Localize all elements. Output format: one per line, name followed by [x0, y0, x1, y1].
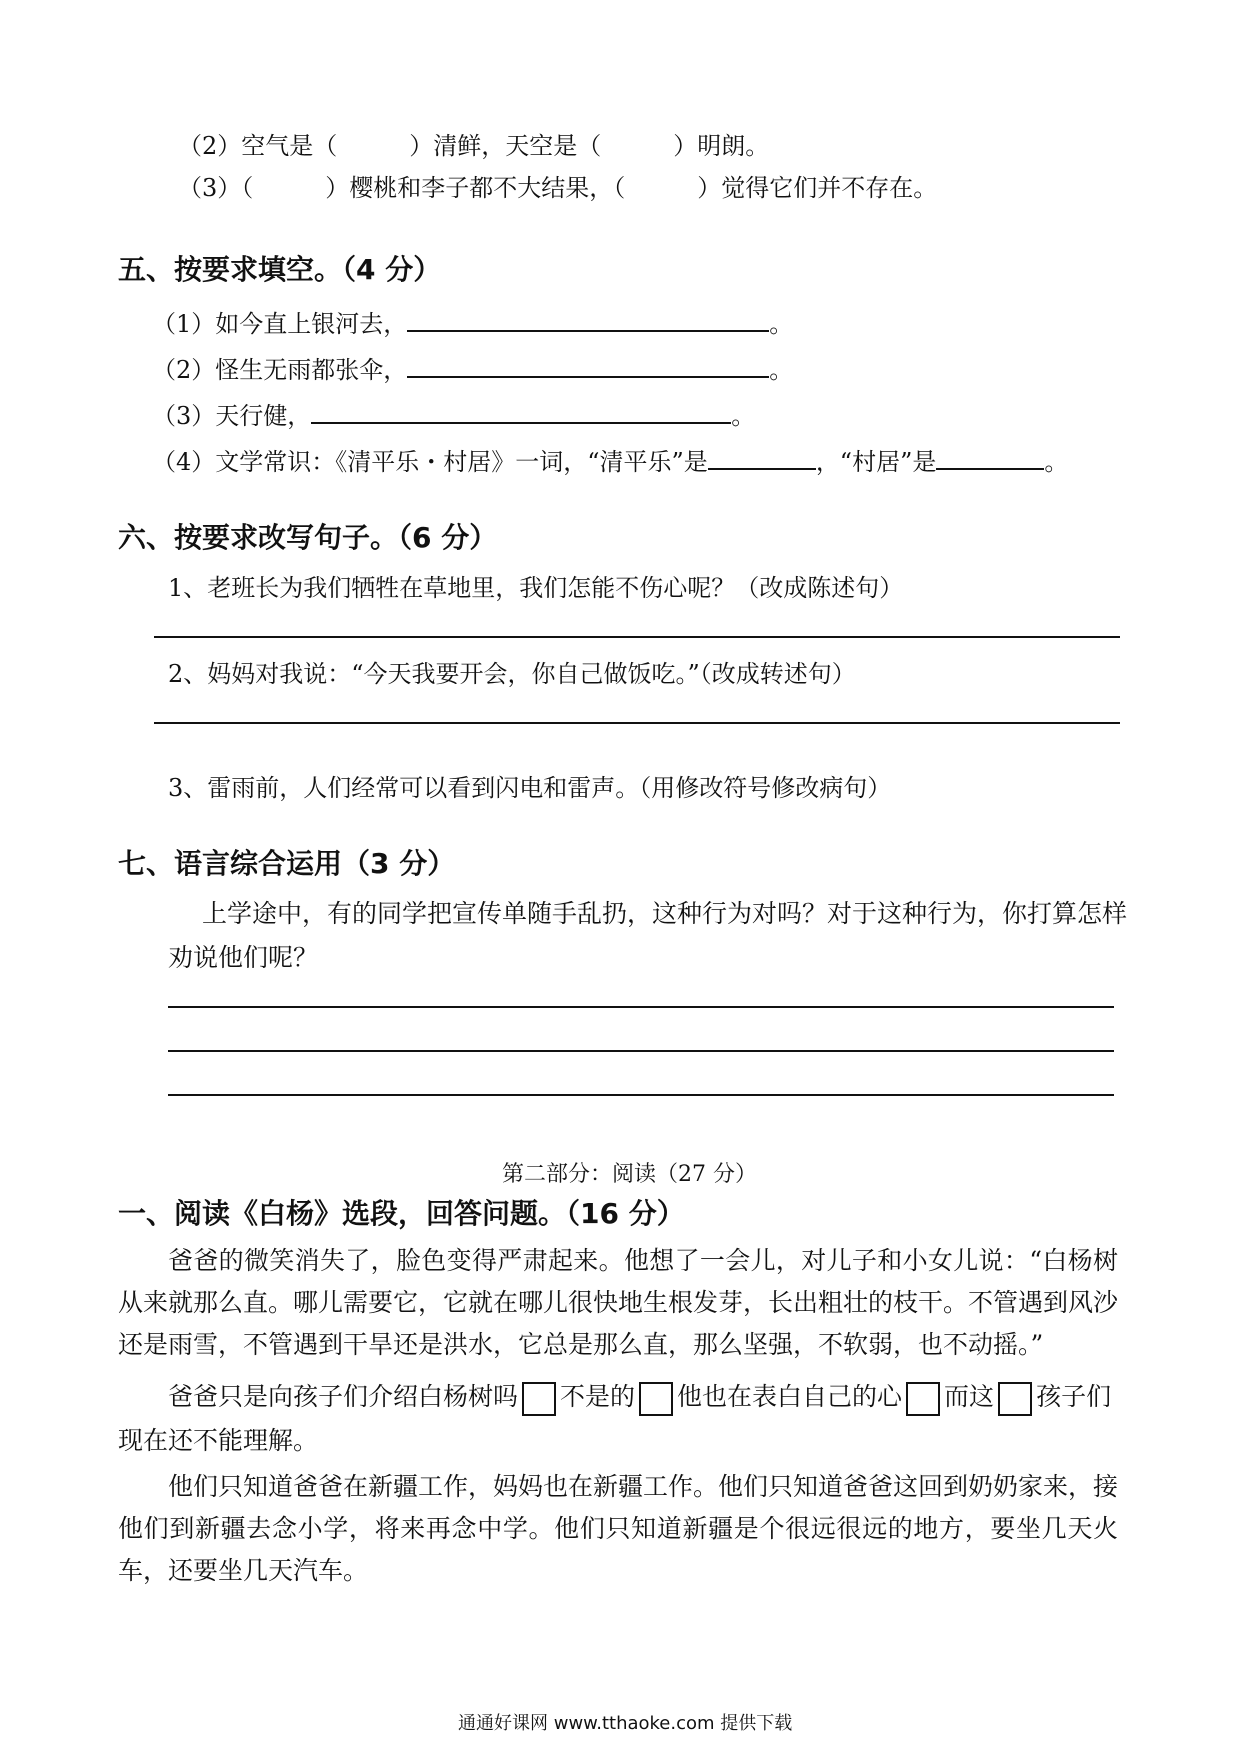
- sec7-prompt-line-2: 劝说他们呢？: [168, 943, 319, 972]
- answer-line[interactable]: [154, 722, 1120, 724]
- para2-text-d: 而这: [944, 1382, 995, 1411]
- answer-line[interactable]: [168, 1050, 1114, 1052]
- sec5-item-4-mid: ，“村居”是: [815, 448, 937, 476]
- section-6-heading: 六、按要求改写句子。（6 分）: [118, 521, 498, 554]
- end-mark: 。: [1044, 448, 1069, 476]
- sec6-item-3: 3、雷雨前，人们经常可以看到闪电和雷声。（用修改符号修改病句）: [168, 774, 892, 802]
- sec5-item-4: [152, 442, 1068, 478]
- answer-blank[interactable]: [936, 442, 1044, 470]
- page-footer: 通通好课网 www.tthaoke.com 提供下载: [458, 1713, 793, 1734]
- para2-text-e: 孩子们: [1036, 1382, 1112, 1411]
- sec5-item-2-text: （2）怪生无雨都张伞，: [152, 356, 408, 384]
- sec5-item-2: [152, 350, 793, 386]
- answer-blank[interactable]: [311, 396, 731, 424]
- sec5-item-1: [152, 304, 793, 340]
- sec6-item-2: 2、妈妈对我说：“今天我要开会，你自己做饭吃。”（改成转述句）: [168, 660, 856, 688]
- sec4-item-3: （3）（ ）樱桃和李子都不大结果，（ ）觉得它们并不存在。: [178, 174, 938, 202]
- sec5-item-3-text: （3）天行健，: [152, 402, 312, 430]
- punctuation-box[interactable]: [522, 1382, 556, 1416]
- end-mark: 。: [769, 310, 794, 338]
- reading-paragraph-1: 爸爸的微笑消失了，脸色变得严肃起来。他想了一会儿，对儿子和小女儿说：“白杨树从来就那么直。哪儿需要它，它就在哪儿很快地生根发芽，长出粗壮的枝干。不管遇到风沙还是雨雪，不管遇到干旱还是洪水，它总是那么直，那么坚强，不软弱，也不动摇。”: [118, 1246, 1119, 1359]
- answer-line[interactable]: [154, 636, 1120, 638]
- sec4-item-2: （2）空气是（ ）清鲜，天空是（ ）明朗。: [178, 132, 770, 160]
- section-7-heading: 七、语言综合运用（3 分）: [118, 847, 456, 880]
- section-5-heading: 五、按要求填空。（4 分）: [118, 253, 442, 286]
- reading-paragraph-2: [168, 1376, 1111, 1418]
- punctuation-box[interactable]: [906, 1382, 940, 1416]
- end-mark: 。: [769, 356, 794, 384]
- sec6-item-1: 1、老班长为我们牺牲在草地里，我们怎能不伤心呢？（改成陈述句）: [168, 574, 904, 602]
- para2-text-c: 他也在表白自己的心: [677, 1382, 903, 1411]
- end-mark: 。: [731, 402, 756, 430]
- part-2-title: 第二部分：阅读（27 分）: [502, 1162, 757, 1187]
- para2-text-a: 爸爸只是向孩子们介绍白杨树吗: [168, 1382, 519, 1411]
- reading-q1-heading: 一、阅读《白杨》选段，回答问题。（16 分）: [118, 1197, 685, 1230]
- sec5-item-3: [152, 396, 755, 432]
- sec5-item-1-text: （1）如今直上银河去，: [152, 310, 408, 338]
- reading-paragraph-3: 他们只知道爸爸在新疆工作，妈妈也在新疆工作。他们只知道爸爸这回到奶奶家来，接他们到新疆去念小学，将来再念中学。他们只知道新疆是个很远很远的地方，要坐几天火车，还要坐几天汽车。: [118, 1472, 1119, 1585]
- answer-line[interactable]: [168, 1094, 1114, 1096]
- sec7-prompt-line-1: 上学途中，有的同学把宣传单随手乱扔，这种行为对吗？对于这种行为，你打算怎样: [202, 899, 1128, 928]
- punctuation-box[interactable]: [998, 1382, 1032, 1416]
- answer-blank[interactable]: [407, 304, 769, 332]
- sec5-item-4-text: （4）文学常识：《清平乐・村居》一词，“清平乐”是: [152, 448, 708, 476]
- answer-blank[interactable]: [708, 442, 816, 470]
- para2-text-b: 不是的: [560, 1382, 636, 1411]
- punctuation-box[interactable]: [639, 1382, 673, 1416]
- answer-blank[interactable]: [407, 350, 769, 378]
- answer-line[interactable]: [168, 1006, 1114, 1008]
- reading-paragraph-2-line-2: 现在还不能理解。: [118, 1426, 319, 1455]
